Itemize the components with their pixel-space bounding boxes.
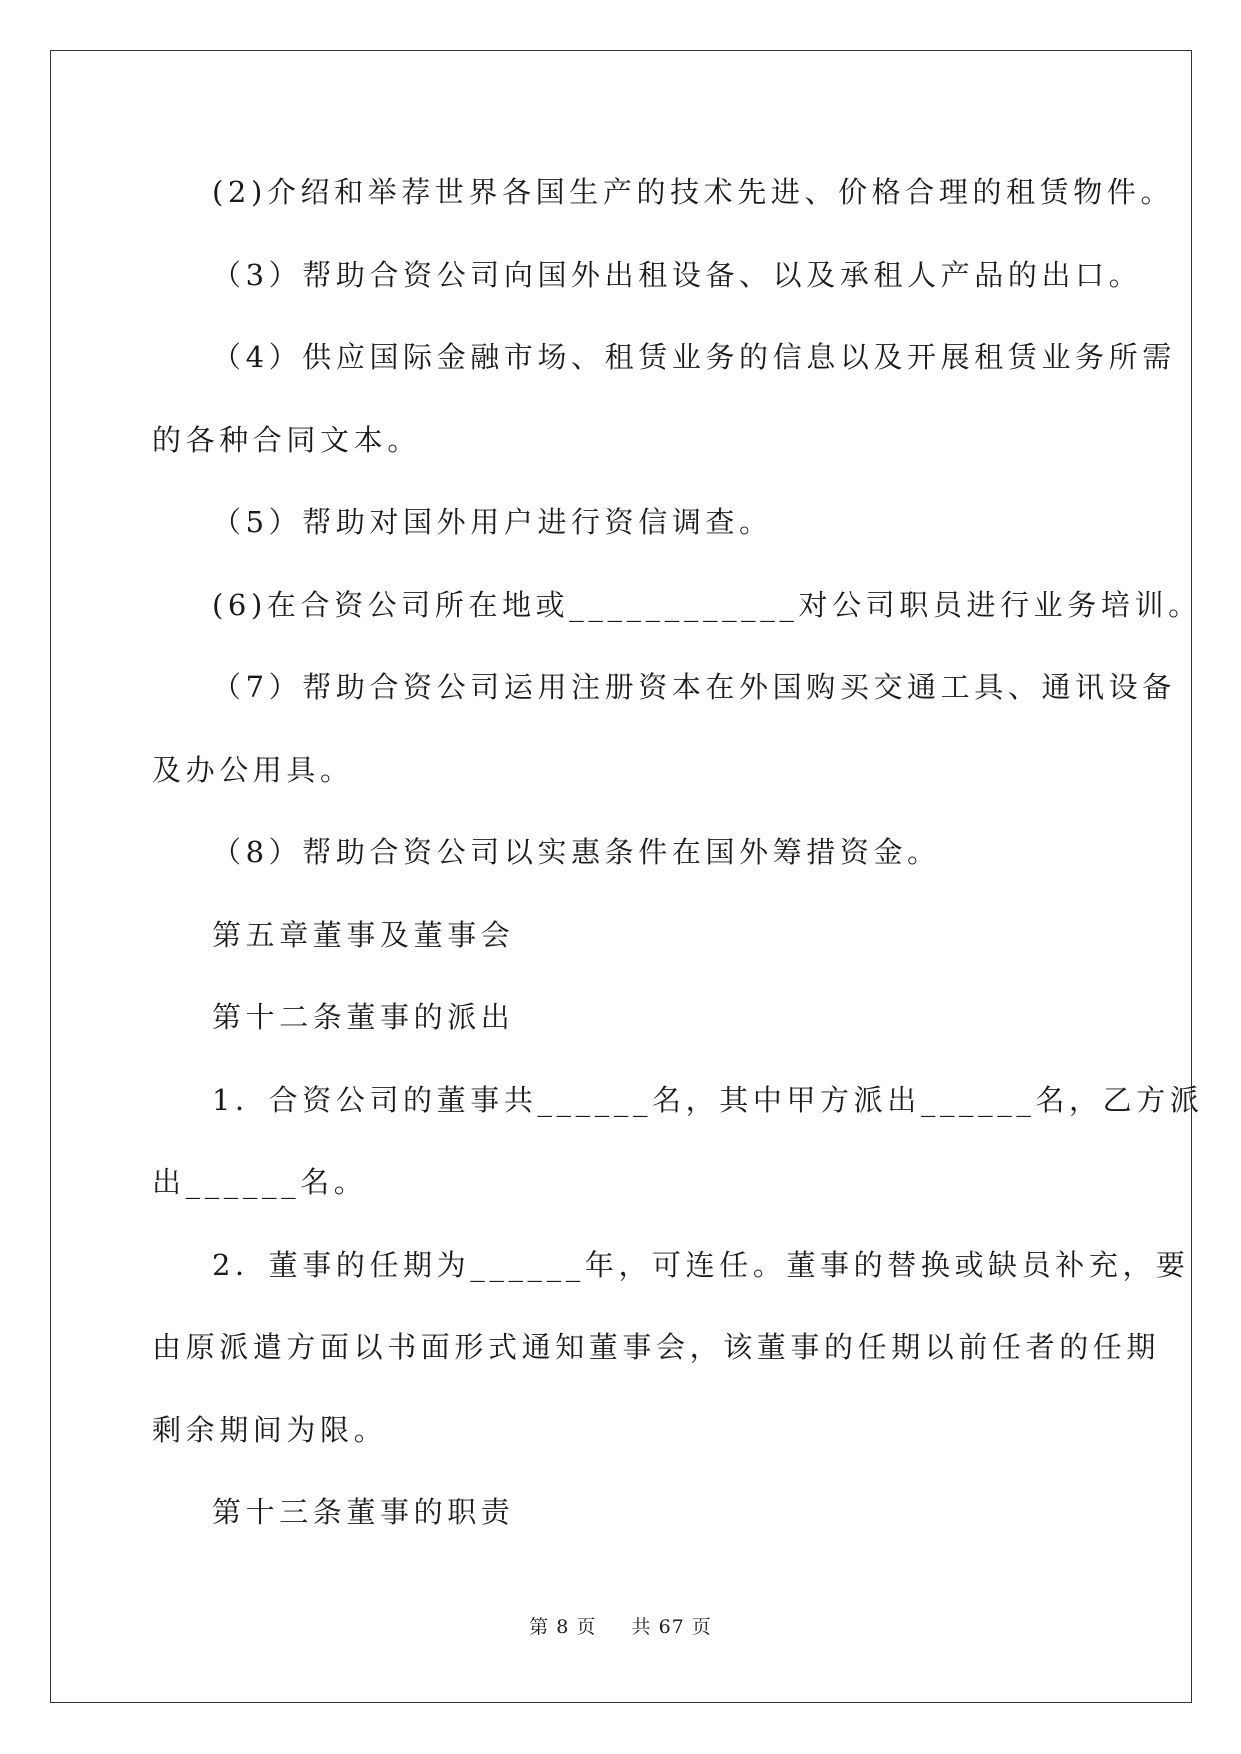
paragraph-line: (6)在合资公司所在地或____________对公司职员进行业务培训。	[212, 588, 1202, 622]
article-heading: 第十三条董事的职责	[212, 1495, 515, 1529]
page-number: 第 8 页	[529, 1616, 597, 1638]
paragraph-line: （5）帮助对国外用户进行资信调查。	[212, 505, 773, 539]
paragraph-line: （3）帮助合资公司向国外出租设备、以及承租人产品的出口。	[212, 258, 1143, 292]
page-footer	[0, 1612, 1241, 1639]
paragraph-line: 及办公用具。	[152, 753, 354, 787]
article-heading: 第十二条董事的派出	[212, 1000, 515, 1034]
paragraph-line: 1．合资公司的董事共______名，其中甲方派出______名，乙方派	[212, 1083, 1204, 1117]
paragraph-line: 剩余期间为限。	[152, 1413, 388, 1447]
paragraph-line: （4）供应国际金融市场、租赁业务的信息以及开展租赁业务所需	[212, 340, 1176, 374]
paragraph-line: 2．董事的任期为______年，可连任。董事的替换或缺员补充，要	[212, 1248, 1190, 1282]
chapter-heading: 第五章董事及董事会	[212, 918, 515, 952]
paragraph-line: 出______名。	[152, 1165, 368, 1199]
paragraph-line: 由原派遣方面以书面形式通知董事会，该董事的任期以前任者的任期	[152, 1330, 1161, 1364]
page-border	[50, 50, 1192, 1703]
paragraph-line: (2)介绍和举荐世界各国生产的技术先进、价格合理的租赁物件。	[212, 175, 1175, 209]
paragraph-line: （7）帮助合资公司运用注册资本在外国购买交通工具、通讯设备	[212, 670, 1176, 704]
paragraph-line: （8）帮助合资公司以实惠条件在国外筹措资金。	[212, 835, 941, 869]
paragraph-line: 的各种合同文本。	[152, 423, 421, 457]
page-total: 共 67 页	[631, 1616, 712, 1638]
